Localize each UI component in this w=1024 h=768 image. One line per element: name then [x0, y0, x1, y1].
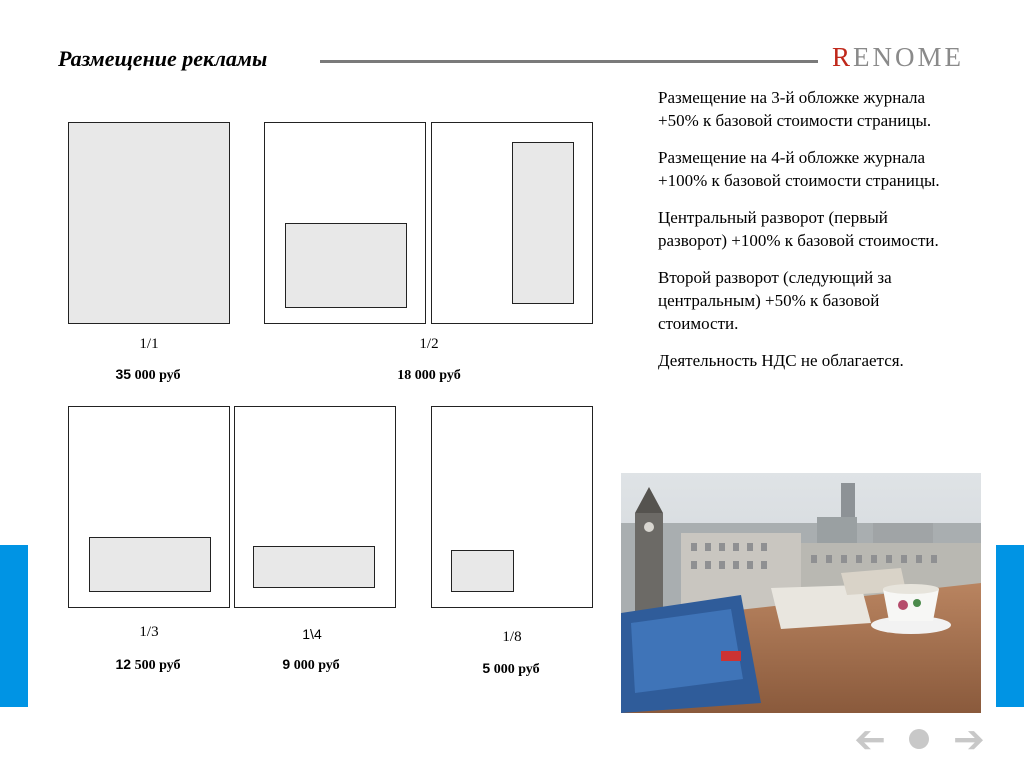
ad-fraction-label: 1/8	[502, 629, 522, 645]
ad-diagram-quarter	[234, 406, 396, 608]
note-item: Второй разворот (следующий за центральным) +50% к базовой стоимости.	[658, 268, 892, 333]
left-accent-bar	[0, 545, 28, 707]
arrow-right-icon[interactable]: ➔	[953, 717, 985, 761]
ad-block	[451, 550, 514, 592]
dot-icon[interactable]	[909, 729, 929, 749]
ad-block	[89, 537, 211, 592]
ad-block	[285, 223, 407, 308]
ad-price: 9 000 руб	[282, 656, 340, 673]
ad-diagram-full-page	[68, 122, 230, 324]
ad-block	[512, 142, 574, 304]
ad-diagram-third	[68, 406, 230, 608]
ad-diagram-half-horizontal	[264, 122, 426, 324]
pricing-notes	[658, 86, 958, 386]
title-divider	[320, 60, 818, 63]
right-accent-bar	[996, 545, 1024, 707]
note-item: Размещение на 3-й обложке журнала +50% к базовой стоимости страницы.	[658, 88, 932, 130]
ad-fraction-label: 1/2	[419, 336, 439, 352]
note-item: Центральный разворот (первый разворот) +100% к базовой стоимости.	[658, 208, 939, 250]
ad-diagram-eighth	[431, 406, 593, 608]
ad-price: 12 500 руб	[115, 656, 181, 673]
ad-fraction-label: 1/1	[139, 336, 159, 352]
ad-price: 18 000 руб	[397, 368, 461, 383]
ad-diagram-half-vertical	[431, 122, 593, 324]
ad-price: 5 000 руб	[482, 660, 540, 677]
renome-logo: RENOME	[832, 42, 965, 72]
ad-price: 35 000 руб	[115, 366, 181, 383]
page-title: Размещение рекламы	[58, 46, 268, 71]
note-item: Размещение на 4-й обложке журнала +100% к базовой стоимости страницы.	[658, 148, 940, 190]
note-item: Деятельность НДС не облагается.	[658, 351, 904, 370]
ad-fraction-label: 1/3	[139, 624, 159, 640]
ad-fraction-label: 1\4	[302, 626, 322, 642]
ad-block	[253, 546, 375, 588]
city-magazine-photo	[621, 473, 981, 713]
arrow-left-icon[interactable]: ➔	[854, 717, 886, 761]
